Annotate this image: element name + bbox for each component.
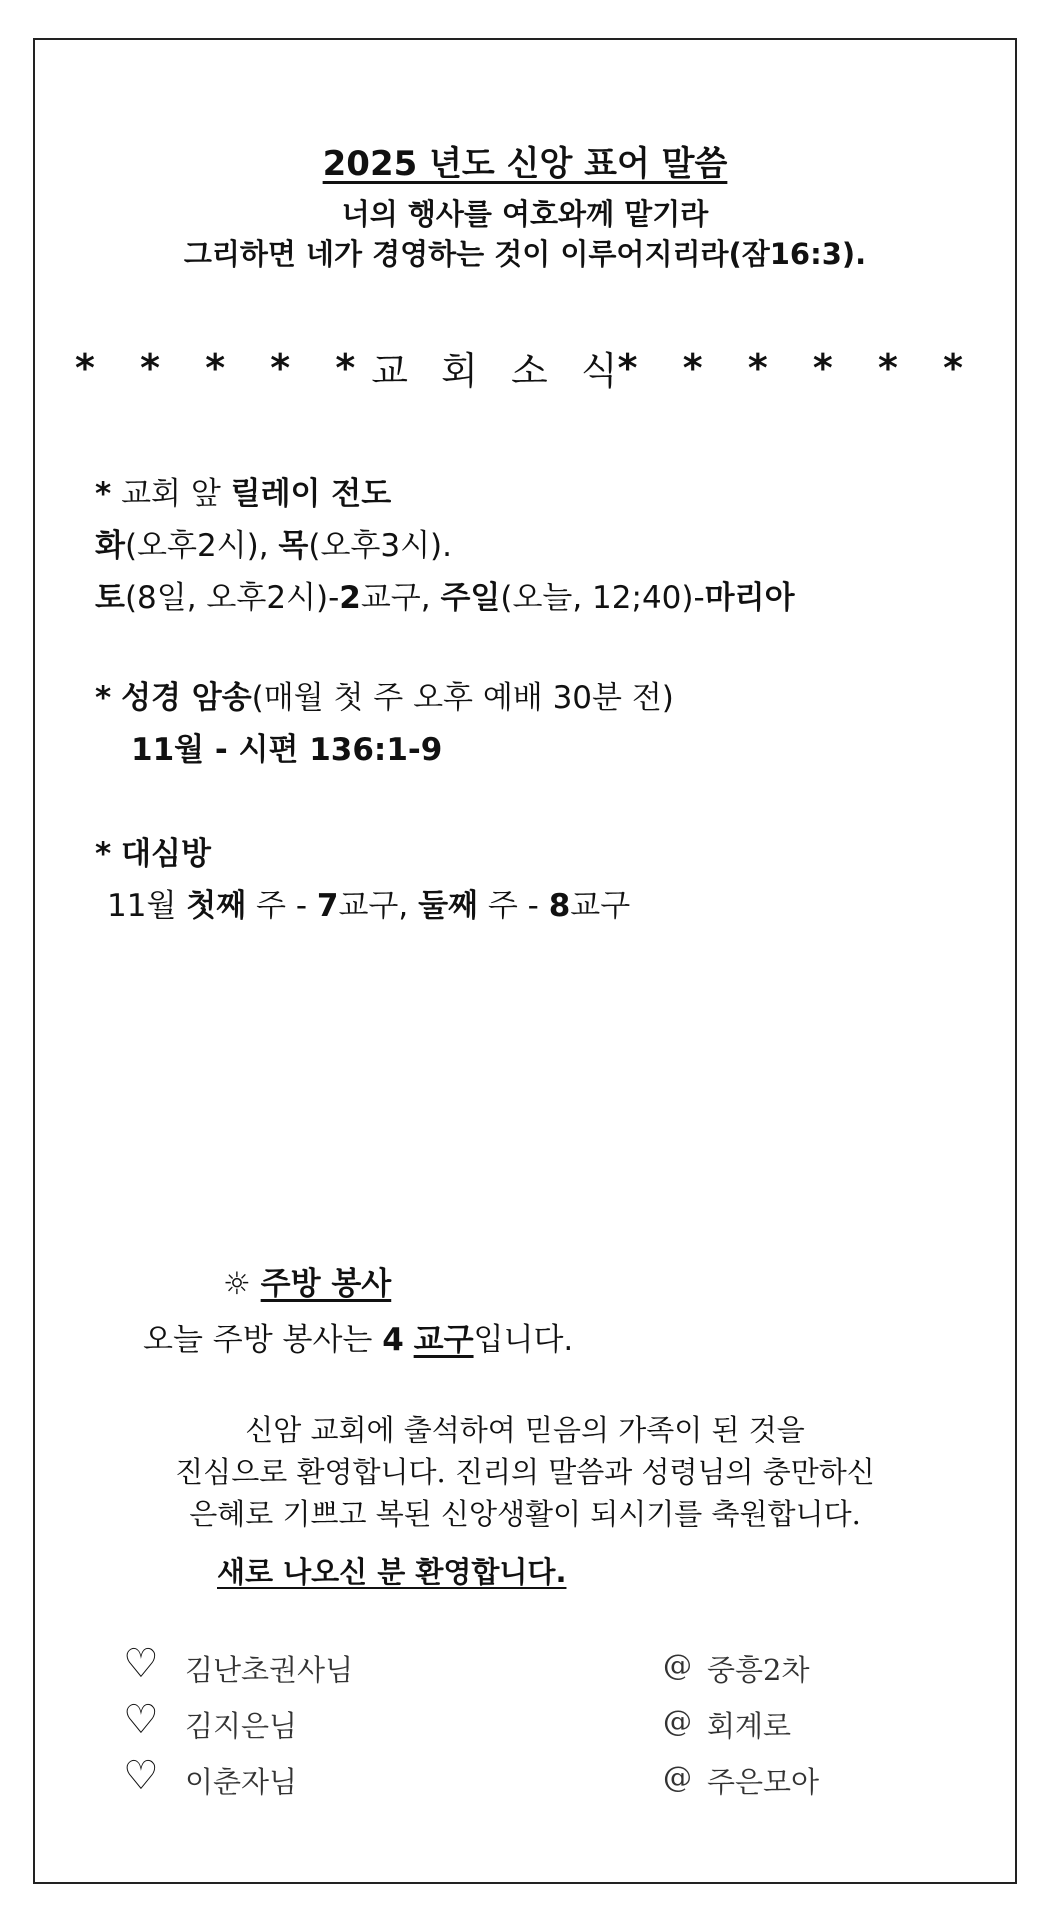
motto-verse-line2: 그리하면 네가 경영하는 것이 이루어지리라(잠16:3).	[183, 237, 867, 271]
header-char: 식	[580, 349, 618, 393]
heart-icon: ♡	[123, 1753, 159, 1799]
visit-heading	[95, 828, 211, 873]
sun-icon: ☼	[223, 1266, 251, 1302]
motto-title: 2025 년도 신앙 표어 말씀	[322, 144, 728, 184]
newcomer-at-symbol: @	[663, 1760, 692, 1794]
header-right-stars: * * * * * *	[617, 345, 979, 390]
district-label: 교구	[413, 1322, 474, 1358]
district-number: 7	[316, 888, 339, 924]
header-char: 소	[511, 349, 548, 393]
kitchen-text-end: 입니다.	[473, 1322, 574, 1358]
relay-title: 릴레이 전도	[230, 476, 392, 512]
heart-icon: ♡	[123, 1697, 159, 1743]
time-text: (오늘, 12;40)-	[500, 580, 705, 616]
church-news-header	[75, 340, 979, 395]
visit-schedule	[107, 880, 630, 925]
month-text: 11월	[107, 888, 177, 924]
bullet: *	[95, 680, 112, 716]
group-name: 마리아	[704, 580, 795, 616]
welcome-line1: 신암 교회에 출석하여 믿음의 가족이 된 것을	[245, 1413, 805, 1447]
bulletin-frame	[33, 38, 1017, 1884]
newcomer-at-symbol: @	[663, 1648, 692, 1682]
welcome-line3: 은혜로 기쁘고 복된 신앙생활이 되시기를 축원합니다.	[189, 1497, 861, 1531]
kitchen-duty-line	[143, 1314, 573, 1359]
welcome-line2: 진심으로 환영합니다. 진리의 말씀과 성령님의 충만하신	[175, 1455, 875, 1489]
district-number: 2	[339, 580, 361, 616]
bible-heading	[95, 672, 674, 717]
header-left-stars: * * * * *	[75, 345, 372, 390]
newcomer-heading: 새로 나오신 분 환영합니다.	[217, 1555, 567, 1589]
day-label: 토	[95, 580, 125, 616]
newcomer-name: 김난초권사님	[185, 1653, 354, 1687]
time-text: (오후2시),	[124, 528, 269, 564]
district-text: 교구	[570, 888, 631, 924]
bible-title: 성경 암송	[121, 680, 252, 716]
visit-title: 대심방	[121, 836, 211, 872]
relay-title-place: 교회 앞	[121, 476, 221, 512]
newcomer-name: 이춘자님	[185, 1765, 298, 1799]
relay-heading	[95, 468, 391, 513]
header-char: 회	[441, 349, 478, 393]
district-number: 8	[548, 888, 571, 924]
newcomer-place: 중흥2차	[707, 1653, 810, 1687]
bullet: *	[95, 836, 112, 872]
newcomer-name: 김지은님	[185, 1709, 298, 1743]
newcomer-place: 회계로	[707, 1709, 792, 1743]
heart-icon: ♡	[123, 1641, 159, 1687]
week-label: 둘째	[418, 888, 478, 924]
newcomer-place: 주은모아	[707, 1765, 820, 1799]
district-text: 교구,	[360, 580, 431, 616]
bible-verse: 11월 - 시편 136:1-9	[131, 732, 443, 768]
week-text: 주 -	[487, 888, 539, 924]
newcomer-at-symbol: @	[663, 1704, 692, 1738]
time-text: (8일, 오후2시)-	[124, 580, 340, 616]
relay-schedule-line1	[95, 520, 452, 565]
time-text: (오후3시).	[308, 528, 452, 564]
district-number: 4	[382, 1322, 404, 1358]
motto-verse-line1: 너의 행사를 여호와께 맡기라	[341, 197, 709, 231]
bullet: *	[95, 476, 112, 512]
day-label: 주일	[440, 580, 501, 616]
day-label: 목	[278, 528, 309, 564]
header-char: 교	[371, 349, 408, 393]
district-text: 교구,	[338, 888, 409, 924]
kitchen-text: 오늘 주방 봉사는	[143, 1322, 373, 1358]
header-title	[371, 340, 617, 395]
day-label: 화	[95, 528, 125, 564]
kitchen-title: 주방 봉사	[260, 1266, 392, 1302]
bible-note: (매월 첫 주 오후 예배 30분 전)	[251, 680, 674, 716]
relay-schedule-line2	[95, 572, 795, 617]
week-text: 주 -	[256, 888, 308, 924]
week-label: 첫째	[186, 888, 247, 924]
kitchen-heading	[223, 1258, 391, 1303]
